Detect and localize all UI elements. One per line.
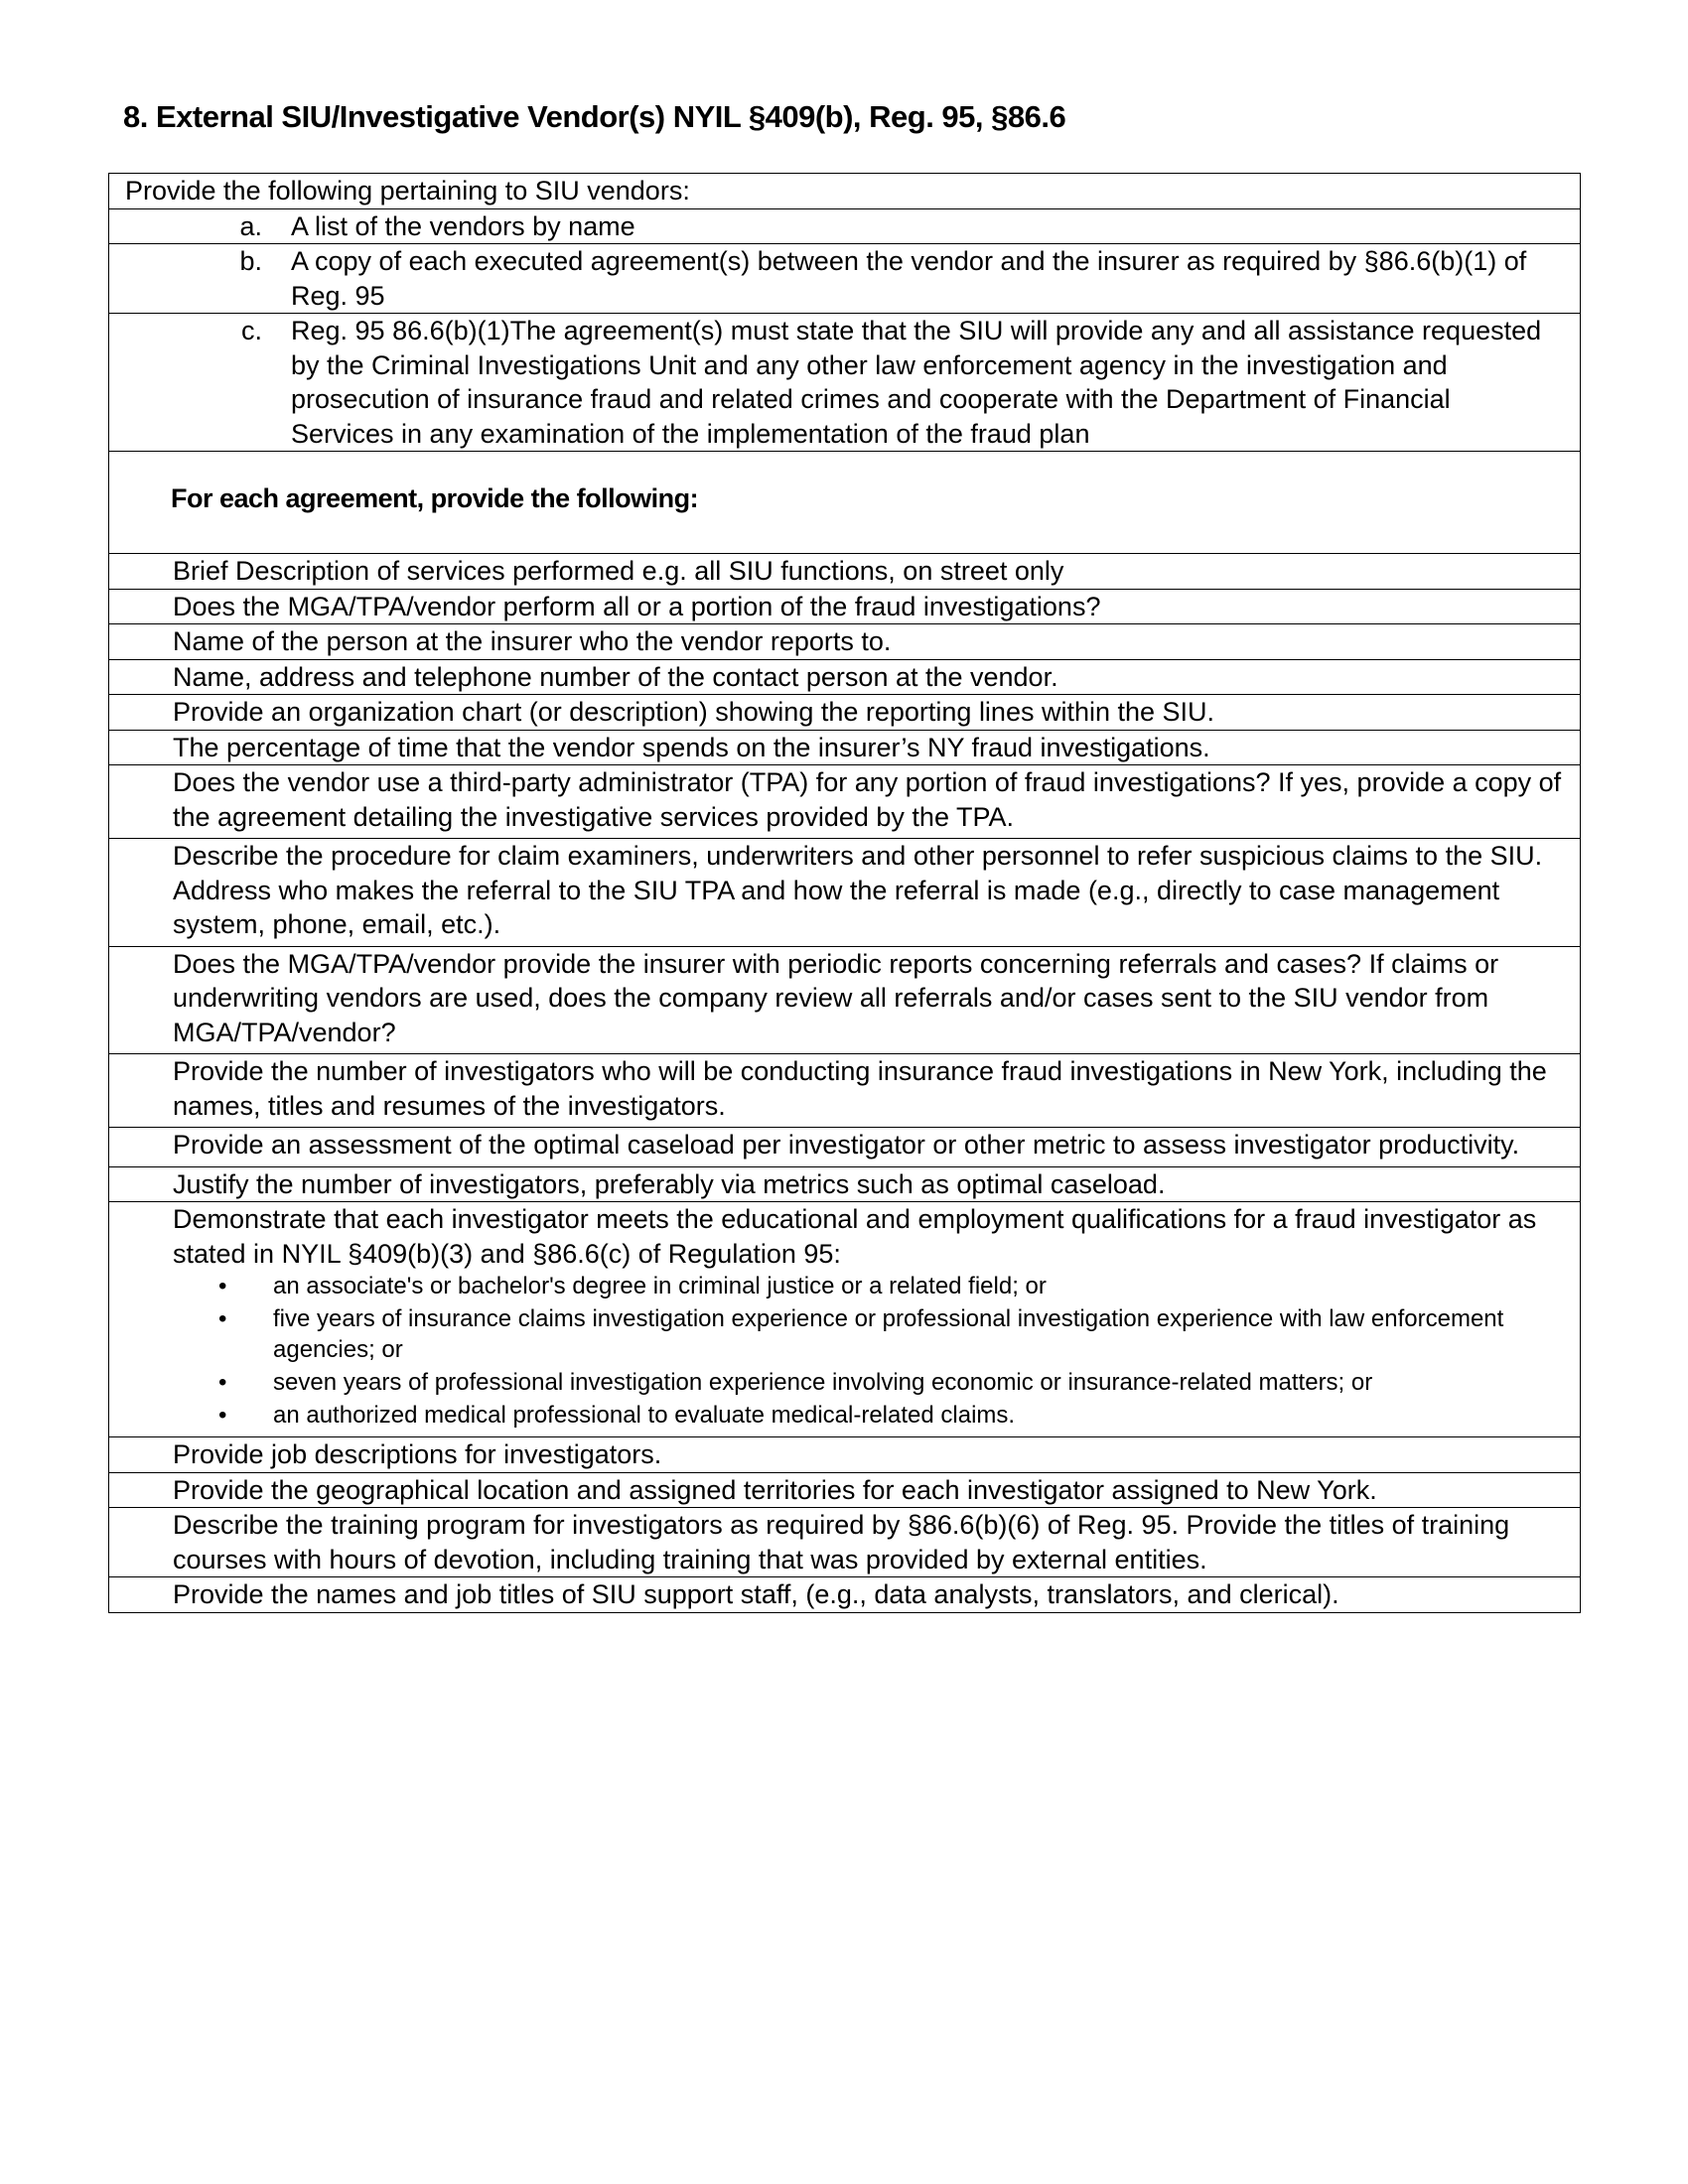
sub-item-letter: a.: [239, 210, 262, 241]
requirement-item: Provide job descriptions for investigators.: [109, 1437, 1581, 1473]
sub-item-text: A list of the vendors by name: [291, 210, 635, 241]
table-row: [109, 624, 1581, 660]
qualification-text: five years of insurance claims investigation experience or professional investigation experience with law enforcement agencies; or: [273, 1305, 1504, 1363]
sub-item-b: [109, 244, 1580, 313]
table-row: [109, 452, 1581, 554]
requirement-item: Brief Description of services performed e.g. all SIU functions, on street only: [109, 554, 1581, 590]
requirement-item: Does the MGA/TPA/vendor perform all or a portion of the fraud investigations?: [109, 589, 1581, 624]
bullet-icon: •: [218, 1369, 227, 1396]
qualification-text: seven years of professional investigation experience involving economic or insurance-related matters; or: [273, 1369, 1373, 1396]
sub-item-letter: c.: [240, 316, 262, 345]
table-row: [109, 1054, 1581, 1128]
requirement-item: Provide the names and job titles of SIU support staff, (e.g., data analysts, translators, and clerical).: [109, 1577, 1581, 1613]
table-row: [109, 244, 1581, 314]
table-row: [109, 208, 1581, 244]
requirement-item: Name of the person at the insurer who the vendor reports to.: [109, 624, 1581, 660]
sub-item-text: Reg. 95 86.6(b)(1)The agreement(s) must state that the SIU will provide any and all assistance requested by the Criminal Investigations Unit and any other law enforcement agency in the investigation and prosecution of insurance fraud and related crimes and cooperate with the Department of Financial Services in any examination of the implementation of the fraud plan: [291, 316, 1542, 449]
sub-item-a: [109, 209, 1580, 244]
table-row: [109, 1128, 1581, 1167]
sub-item-letter: b.: [239, 246, 262, 276]
table-row: [109, 1202, 1581, 1437]
page-title: 8. External SIU/Investigative Vendor(s) NYIL §409(b), Reg. 95, §86.6: [123, 99, 1066, 134]
table-row: [109, 1577, 1581, 1613]
table-row: [109, 314, 1581, 452]
table-row: [109, 695, 1581, 731]
requirement-item: Does the vendor use a third-party administrator (TPA) for any portion of fraud investigations? If yes, provide a copy of the agreement detailing the investigative services provided by the TPA.: [109, 765, 1581, 839]
requirement-item: Describe the procedure for claim examiners, underwriters and other personnel to refer suspicious claims to the SIU. Address who makes the referral to the SIU TPA and how the referral is made (e.g., directly to case management system, phone, email, etc.).: [109, 839, 1581, 947]
requirement-item: Describe the training program for investigators as required by §86.6(b)(6) of Reg. 95. Provide the titles of training courses with hours of devotion, including training that was provided by external entities.: [109, 1508, 1581, 1577]
table-row: [109, 174, 1581, 209]
table-row: [109, 659, 1581, 695]
intro-text: Provide the following pertaining to SIU vendors:: [109, 174, 1581, 209]
table-row: [109, 589, 1581, 624]
requirement-item: The percentage of time that the vendor spends on the insurer’s NY fraud investigations.: [109, 730, 1581, 765]
requirement-item: Justify the number of investigators, preferably via metrics such as optimal caseload.: [109, 1166, 1581, 1202]
requirement-item: Does the MGA/TPA/vendor provide the insurer with periodic reports concerning referrals and cases? If claims or underwriting vendors are used, does the company review all referrals and/or cases sent to the SIU vendor from MGA/TPA/vendor?: [109, 946, 1581, 1054]
bullet-icon: •: [218, 1273, 227, 1299]
requirement-item: Provide an assessment of the optimal caseload per investigator or other metric to assess investigator productivity.: [109, 1128, 1581, 1167]
table-row: [109, 1437, 1581, 1473]
requirement-item: Demonstrate that each investigator meets the educational and employment qualifications for a fraud investigator as stated in NYIL §409(b)(3) and §86.6(c) of Regulation 95:: [173, 1204, 1537, 1269]
table-row: [109, 730, 1581, 765]
table-row: [109, 1166, 1581, 1202]
list-item: [173, 1271, 1566, 1301]
table-row: [109, 839, 1581, 947]
table-row: [109, 554, 1581, 590]
sub-item-c: [109, 314, 1580, 451]
table-row: [109, 765, 1581, 839]
list-item: [173, 1400, 1566, 1431]
table-row: [109, 1508, 1581, 1577]
bullet-icon: •: [218, 1402, 227, 1429]
requirement-item: Provide an organization chart (or description) showing the reporting lines within the SIU.: [109, 695, 1581, 731]
qualifications-list: [173, 1271, 1566, 1431]
requirement-item: Provide the number of investigators who will be conducting insurance fraud investigations in New York, including the names, titles and resumes of the investigators.: [109, 1054, 1581, 1128]
requirement-item: Name, address and telephone number of the contact person at the vendor.: [109, 659, 1581, 695]
agreement-heading: For each agreement, provide the following:: [171, 483, 699, 513]
qualification-text: an associate's or bachelor's degree in criminal justice or a related field; or: [273, 1273, 1047, 1299]
list-item: [173, 1303, 1566, 1365]
requirements-table: [108, 173, 1581, 1613]
qualification-text: an authorized medical professional to evaluate medical-related claims.: [273, 1402, 1016, 1429]
table-row: [109, 946, 1581, 1054]
bullet-icon: •: [218, 1305, 227, 1332]
requirement-item: Provide the geographical location and assigned territories for each investigator assigned to New York.: [109, 1472, 1581, 1508]
sub-item-text: A copy of each executed agreement(s) between the vendor and the insurer as required by §86.6(b)(1) of Reg. 95: [291, 246, 1527, 311]
table-row: [109, 1472, 1581, 1508]
list-item: [173, 1367, 1566, 1398]
